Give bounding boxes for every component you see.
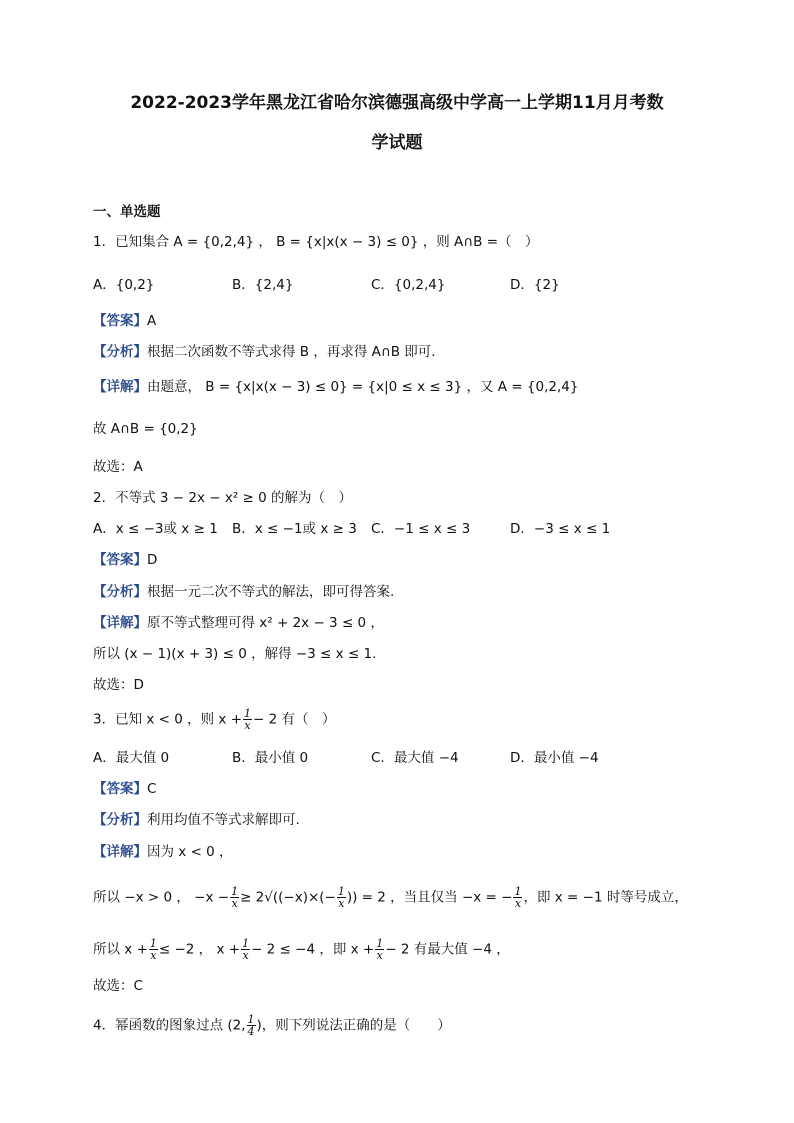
frac-den: x [231,897,238,910]
d2-part-c: )) = 2 ，当且仅当 −x = − [346,889,513,906]
q3-option-d: D．最小值 −4 [510,750,599,766]
q2-analysis [93,582,394,602]
q1-option-c: C．{0,2,4} [371,277,446,293]
q3-option-b: B．最小值 0 [232,750,309,766]
frac-den: x [514,897,522,910]
d2-part-a: 所以 −x > 0 ， −x − [93,889,230,906]
question-4-stem [93,1014,451,1037]
question-2-stem: 2．不等式 3 − 2x − x² ≥ 0 的解为（ ） [93,490,353,506]
q1-answer [93,311,156,331]
answer-tag: 【答案】 [93,781,147,797]
answer-value: A [147,313,157,329]
q3-stem-part-a: 3．已知 x < 0 ，则 x + [93,711,243,728]
fraction-1-over-x [241,938,250,961]
fraction-1-over-x [513,886,522,909]
analysis-tag: 【分析】 [93,344,147,360]
analysis-tag: 【分析】 [93,812,147,828]
frac-num: 1 [376,937,384,950]
q1-option-b: B．{2,4} [232,277,294,293]
q2-option-c: C．−1 ≤ x ≤ 3 [371,521,471,537]
q3-detail-3 [93,938,510,961]
fraction-1-over-x [337,886,346,909]
q1-detail-2: 故 A∩B = {0,2} [93,421,198,437]
answer-value: C [147,781,157,797]
q3-answer [93,779,156,799]
fraction-1-over-x [149,938,158,961]
d2-part-d: ，即 x = −1 时等号成立， [523,889,688,906]
q1-option-d: D．{2} [510,277,560,293]
q3-stem-part-b: − 2 有（ ） [253,711,336,728]
frac-num: 1 [514,885,522,898]
q2-option-a: A．x ≤ −3或 x ≥ 1 [93,521,218,537]
q2-option-d: D．−3 ≤ x ≤ 1 [510,521,611,537]
q2-answer [93,550,157,570]
answer-tag: 【答案】 [93,313,147,329]
analysis-tag: 【分析】 [93,584,147,600]
fraction-1-over-x [230,886,239,909]
fraction-1-over-4 [247,1014,256,1037]
analysis-text: 根据一元二次不等式的解法，即可得答案. [147,584,395,600]
analysis-text: 利用均值不等式求解即可. [147,812,300,828]
detail-text: 原不等式整理可得 x² + 2x − 3 ≤ 0 ， [147,615,384,631]
frac-den: 4 [247,1025,255,1038]
q2-choose: 故选：D [93,677,144,693]
q2-detail-2: 所以 (x − 1)(x + 3) ≤ 0 ，解得 −3 ≤ x ≤ 1. [93,646,377,662]
frac-num: 1 [231,885,239,898]
q3-option-a: A．最大值 0 [93,750,170,766]
frac-num: 1 [337,885,345,898]
q2-option-b: B．x ≤ −1或 x ≥ 3 [232,521,357,537]
frac-num: 1 [149,937,157,950]
q3-choose: 故选：C [93,978,143,994]
page-title-line1: 2022-2023学年黑龙江省哈尔滨德强高级中学高一上学期11月月考数 [130,93,664,113]
detail-tag: 【详解】 [93,379,147,395]
q3-option-c: C．最大值 −4 [371,750,459,766]
q4-stem-part-a: 4．幂函数的图象过点 (2, [93,1017,246,1034]
frac-den: x [242,949,249,962]
fraction-1-over-x [375,938,384,961]
q1-detail [93,377,578,397]
page-title-line2: 学试题 [371,133,423,153]
q3-analysis [93,810,300,830]
d3-part-b: ≤ −2 ， x + [158,941,241,958]
frac-den: x [338,897,345,910]
d3-part-d: − 2 有最大值 −4 ， [385,941,510,958]
question-1-stem: 1．已知集合 A = {0,2,4} ， B = {x|x(x − 3) ≤ 0} ，则 A∩B =（ ） [93,234,539,250]
analysis-text: 根据二次函数不等式求得 B ，再求得 A∩B 即可. [147,344,436,360]
detail-text: 由题意， B = {x|x(x − 3) ≤ 0} = {x|0 ≤ x ≤ 3} ，又 A = {0,2,4} [147,379,579,395]
q4-stem-part-b: )，则下列说法正确的是（ ） [256,1017,451,1034]
question-3-stem [93,708,336,731]
q2-detail [93,613,384,633]
q1-choose: 故选：A [93,459,143,475]
detail-text: 因为 x < 0 ， [147,844,233,860]
q3-detail-2 [93,886,688,909]
d3-part-c: − 2 ≤ −4 ，即 x + [251,941,375,958]
q1-option-a: A．{0,2} [93,277,155,293]
detail-tag: 【详解】 [93,615,147,631]
frac-num: 1 [244,707,252,720]
q1-analysis [93,342,436,362]
frac-num: 1 [247,1013,255,1026]
answer-value: D [147,552,158,568]
answer-tag: 【答案】 [93,552,147,568]
detail-tag: 【详解】 [93,844,147,860]
frac-den: x [244,719,251,732]
section-heading: 一、单选题 [93,204,161,220]
fraction-1-over-x [243,708,252,731]
frac-num: 1 [242,937,250,950]
frac-den: x [150,949,157,962]
q3-detail [93,842,233,862]
d2-part-b: ≥ 2√((−x)×(− [240,889,336,906]
d3-part-a: 所以 x + [93,941,148,958]
frac-den: x [376,949,383,962]
